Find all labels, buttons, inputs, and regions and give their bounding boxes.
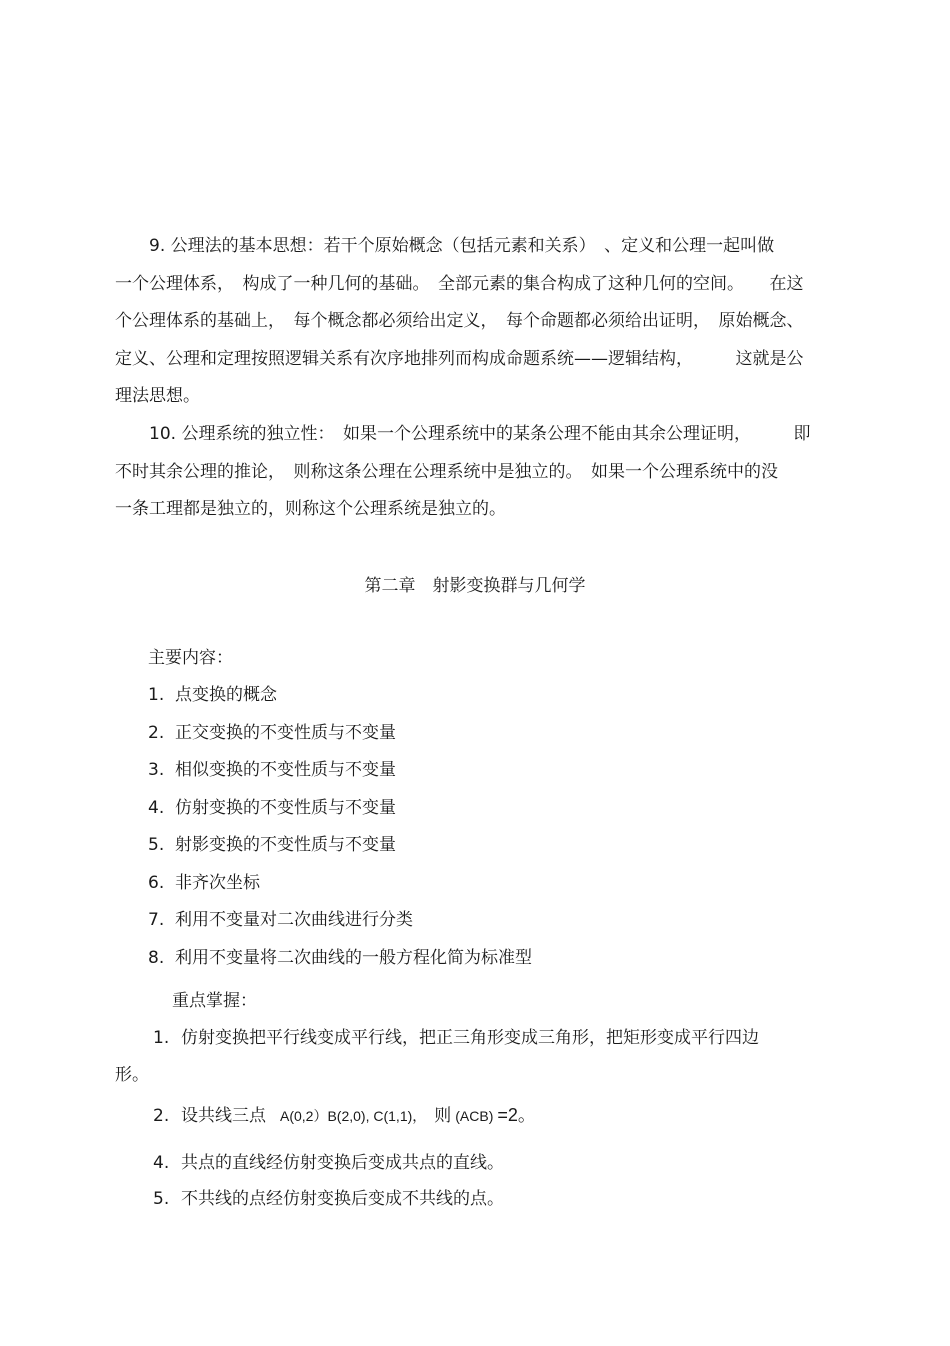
text-line: 不时其余公理的推论， 则称这条公理在公理系统中是独立的。 如果一个公理系统中的没 — [115, 461, 778, 482]
item-continuation: 形。 — [115, 1065, 149, 1085]
list-item — [148, 755, 396, 780]
item-number: 1. — [148, 685, 165, 705]
text-line: 一条工理都是独立的，则称这个公理系统是独立的。 — [115, 499, 506, 519]
points-expression: A(0,2）B(2,0), C(1,1)， — [280, 1108, 427, 1124]
text-line: 9. 公理法的基本思想：若干个原始概念（包括元素和关系） 、定义和公理一起叫做 — [115, 236, 775, 256]
item-text: 不共线的点经仿射变换后变成不共线的点。 — [181, 1189, 504, 1209]
chapter-title: 第二章 射影变换群与几何学 — [364, 576, 586, 596]
key-point-item — [153, 1184, 504, 1209]
item-text: 正交变换的不变性质与不变量 — [175, 723, 396, 743]
item-number: 5. — [148, 835, 165, 855]
item-text: 共点的直线经仿射变换后变成共点的直线。 — [181, 1153, 504, 1173]
item-text: 仿射变换把平行线变成平行线，把正三角形变成三角形，把矩形变成平行四边 — [181, 1028, 759, 1048]
list-item — [148, 830, 396, 855]
item-text: 点变换的概念 — [175, 685, 277, 705]
paragraph-axiom-method — [115, 228, 835, 416]
item-number: 4. — [148, 798, 165, 818]
item-text: 仿射变换的不变性质与不变量 — [175, 798, 396, 818]
list-item — [148, 680, 277, 705]
item-text: 利用不变量对二次曲线进行分类 — [175, 910, 413, 930]
item-text: 相似变换的不变性质与不变量 — [175, 760, 396, 780]
list-item — [148, 868, 260, 893]
ratio-result: =2。 — [497, 1105, 536, 1125]
item-number: 8. — [148, 948, 165, 968]
list-item — [148, 905, 413, 930]
item-number: 4. — [153, 1153, 170, 1173]
text-line: 定义、公理和定理按照逻辑关系有次序地排列而构成命题系统——逻辑结构， 这就是公 — [115, 348, 804, 369]
list-item — [148, 718, 396, 743]
text-line: 一个公理体系， 构成了一种几何的基础。 全部元素的集合构成了这种几何的空间。 在这 — [115, 273, 804, 294]
item-text: 射影变换的不变性质与不变量 — [175, 835, 396, 855]
item-text: 利用不变量将二次曲线的一般方程化简为标准型 — [175, 948, 532, 968]
item-number: 2. — [153, 1106, 170, 1126]
key-points-label: 重点掌握： — [172, 991, 257, 1011]
text-line: 理法思想。 — [115, 386, 200, 406]
item-text: 非齐次坐标 — [175, 873, 260, 893]
key-point-item — [153, 1101, 536, 1127]
cross-ratio-expression: (ACB) — [455, 1108, 494, 1124]
text-line: 10. 公理系统的独立性： 如果一个公理系统中的某条公理不能由其余公理证明， 即 — [115, 424, 811, 444]
key-point-item — [153, 1023, 759, 1048]
list-item — [148, 943, 532, 968]
item-number: 3. — [148, 760, 165, 780]
main-content-label: 主要内容： — [148, 648, 233, 668]
then-text: 则 — [434, 1106, 452, 1126]
item-number: 5. — [153, 1189, 170, 1209]
paragraph-axiom-independence — [115, 416, 835, 529]
item-text: 设共线三点 — [181, 1106, 266, 1126]
list-item — [148, 793, 396, 818]
item-number: 1. — [153, 1028, 170, 1048]
item-number: 6. — [148, 873, 165, 893]
key-point-item — [153, 1148, 504, 1173]
item-number: 7. — [148, 910, 165, 930]
item-number: 2. — [148, 723, 165, 743]
text-line: 个公理体系的基础上， 每个概念都必须给出定义， 每个命题都必须给出证明， 原始概念、 — [115, 311, 804, 331]
